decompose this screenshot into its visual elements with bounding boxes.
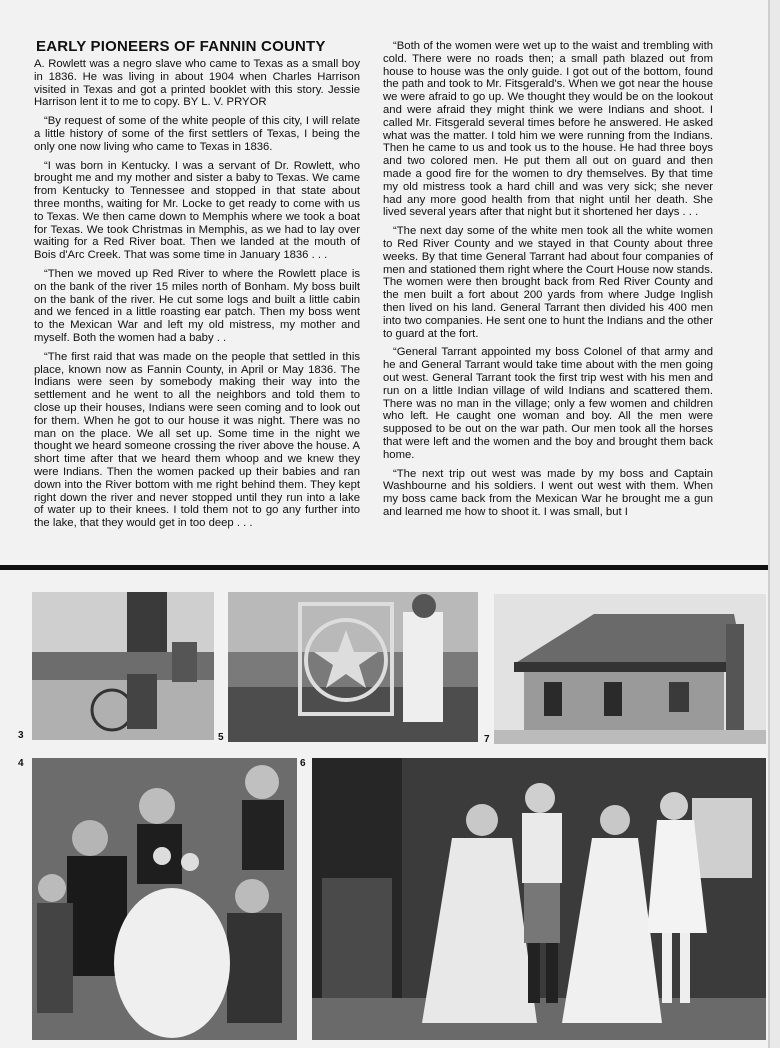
photo-number-6: 6 [300, 758, 306, 769]
paragraph: A. Rowlett was a negro slave who came to Texas as a small boy in 1836. He was living in about 1904 when Charles Harrison visited in Texas and got a printed booklet with this story. Jessie Harrison lent it to me to copy. BY L. V. PRYOR [34, 58, 360, 109]
photo-3-porch [32, 592, 214, 740]
photo-7-house [494, 594, 766, 744]
photo-number-4: 4 [18, 758, 24, 769]
photo-5-star-sign [228, 592, 478, 742]
article-title: EARLY PIONEERS OF FANNIN COUNTY [36, 38, 326, 55]
photo-number-3: 3 [18, 730, 24, 741]
paragraph: “The first raid that was made on the people that settled in this place, known now as Fannin County, in April or May 1836. The Indians were seen by somebody making their way into the settlement and he went to all the neighbors and told them to close up their houses, Indians were seen coming and to look out for them. When he got to our house it was night. There was no man on the place. We all set up. Some time in the night we thought we heard someone crossing the river above the house. A short time after that we heard them whoop and we knew they were Indians. Then the women packed up their babies and ran down into the River bottom with me right behind them. They kept right down the river and never stopped until they run into a lake of water up to their knees. I told them not to go any further into the lake, that they would get in too deep . . . [34, 350, 360, 530]
section-divider [0, 565, 768, 570]
paragraph: “I was born in Kentucky. I was a servant of Dr. Rowlett, who brought me and my mother and sister a baby to Texas. We came from Kentucky to Tennessee and stopped in that state about three months, waiting for Mr. Locke to get ready to come with us to Texas. We then came down to Memphis where we took a boat for Texas. We took Christmas in Memphis, as we had to lay over waiting for a Red River boat. Then we landed at the mouth of Bois d'Arc Creek. That was some time in January 1836 . . . [34, 159, 360, 262]
paragraph: “Both of the women were wet up to the waist and trembling with cold. There were no roads then; a small path blazed out from house to house was the only guide. I got out of the bottom, found the path and took to Mr. Fitsgerald's. When we got near the house we were afraid to go up. We thought they would be on the lookout and were afraid they might think we were Indians and shoot. I called Mr. Fitsgerald several times before he answered. He asked what was the matter. I told him we were running from the Indians. Then he came to us and took us to the house. He had three boys and two colored men. He put them all out on guard and then made a good fire for the women to dry themselves. By that time my old mistress took a hard chill and was very sick; she never had any more good health from that night until her death. She lived several years after that night but it shortened her days . . . [383, 40, 713, 219]
photo-number-5: 5 [218, 732, 224, 743]
photo-number-7: 7 [484, 734, 490, 745]
photo-4-family-portrait [32, 758, 297, 1040]
left-column [34, 58, 360, 536]
paragraph: “General Tarrant appointed my boss Colonel of that army and he and General Tarrant would take time about with the men going out west. General Tarrant took the first trip west with his men and run on a little Indian village of wild Indians and scattered them. There was no man in the village; only a few women and children who left. He caught one woman and boy. All the men were supposed to be out on the war path. Our men took all the horses that were left and the women and the boy and brought them back home. [383, 346, 713, 461]
paragraph: “By request of some of the white people of this city, I will relate a little history of some of the first settlers of Texas, I being the only one now living who came to Texas in 1836. [34, 115, 360, 153]
paragraph: “The next trip out west was made by my boss and Captain Washbourne and his soldiers. I went out west with them. When my boss came back from the Mexican War he brought me a gun and learned me how to shoot it. I was small, but I [383, 467, 713, 518]
photo-6-interior-family [312, 758, 766, 1040]
paragraph: “The next day some of the white men took all the white women to Red River County and we stayed in that County about three weeks. By that time General Tarrant had about four companies of men and stationed them right where the Court House now stands. The women were then brought back from Red River County and the men built a fort about 200 yards from where Judge Inglish then lived on his land. General Tarrant then divided his 400 men into two companies. He sent one to hunt the Indians and the other to guard at the fort. [383, 225, 713, 340]
right-column [383, 40, 713, 525]
paragraph: “Then we moved up Red River to where the Rowlett place is on the bank of the river 15 miles north of Bonham. My boss built on the bank of the river. He cut some logs and built a little cabin and we fenced in a little roasting ear patch. Then my boss went to the Mexican War and left my old mistress, my mother and myself. Both the women had a baby . . [34, 267, 360, 344]
